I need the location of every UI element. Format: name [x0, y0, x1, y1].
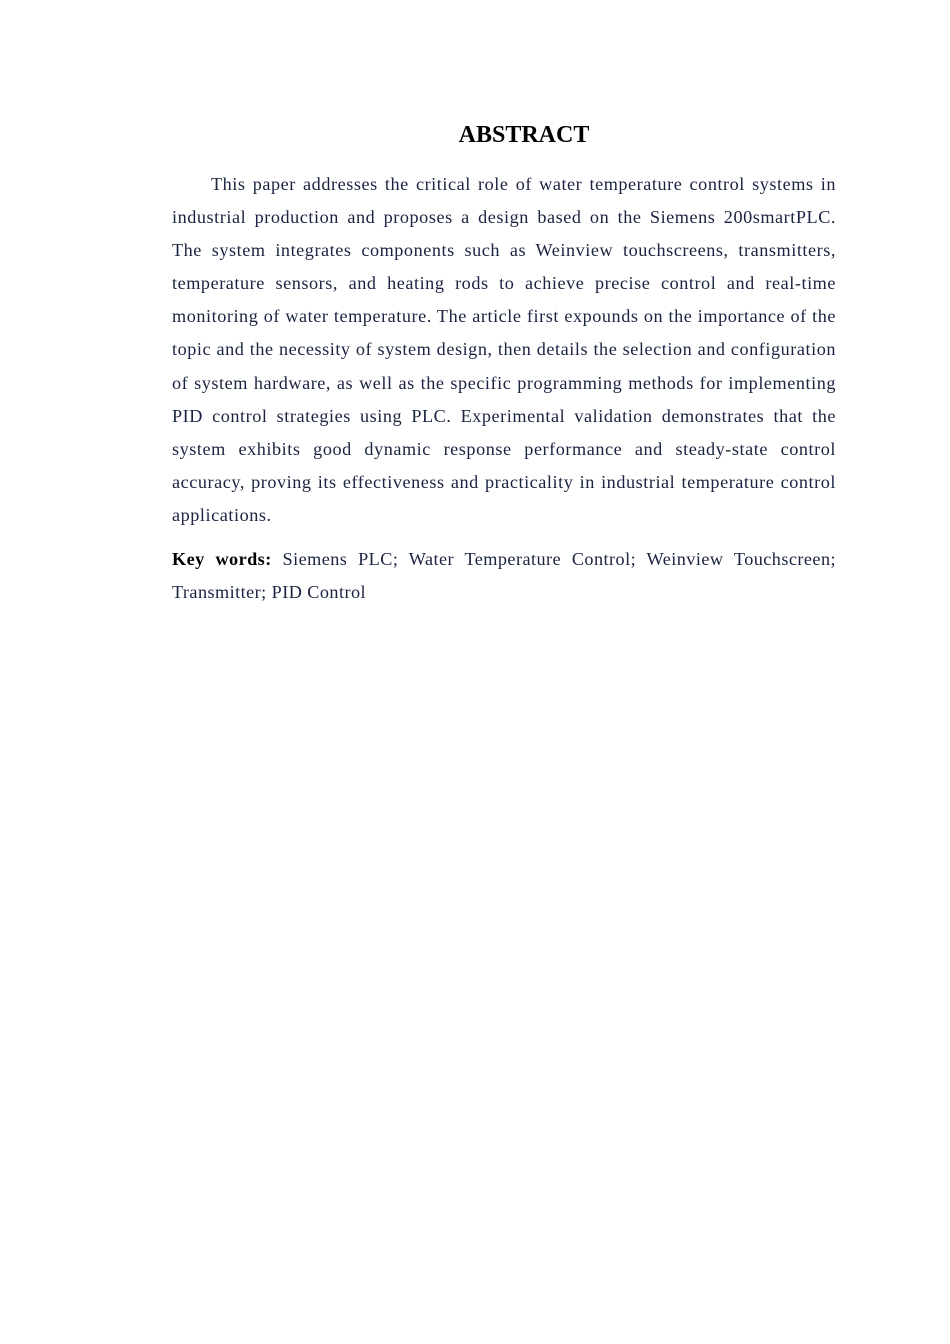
keywords-paragraph — [172, 543, 836, 609]
keywords-label: Key words: — [172, 549, 272, 570]
abstract-paragraph: This paper addresses the critical role of water temperature control systems in industrial production and proposes a design based on the Siemens 200smartPLC. The system integrates components such as Weinview touchscreens, transmitters, temperature sensors, and heating rods to achieve precise control and real-time monitoring of water temperature. The article first expounds on the importance of the topic and the necessity of system design, then details the selection and configuration of system hardware, as well as the specific programming methods for implementing PID control strategies using PLC. Experimental validation demonstrates that the system exhibits good dynamic response performance and steady-state control accuracy, proving its effectiveness and practicality in industrial temperature control applications. — [172, 174, 836, 525]
keywords-list: Siemens PLC; Water Temperature Control; Weinview Touchscreen; Transmitter; PID Control — [172, 549, 836, 603]
abstract-title: ABSTRACT — [458, 122, 590, 148]
abstract-section — [172, 118, 836, 609]
